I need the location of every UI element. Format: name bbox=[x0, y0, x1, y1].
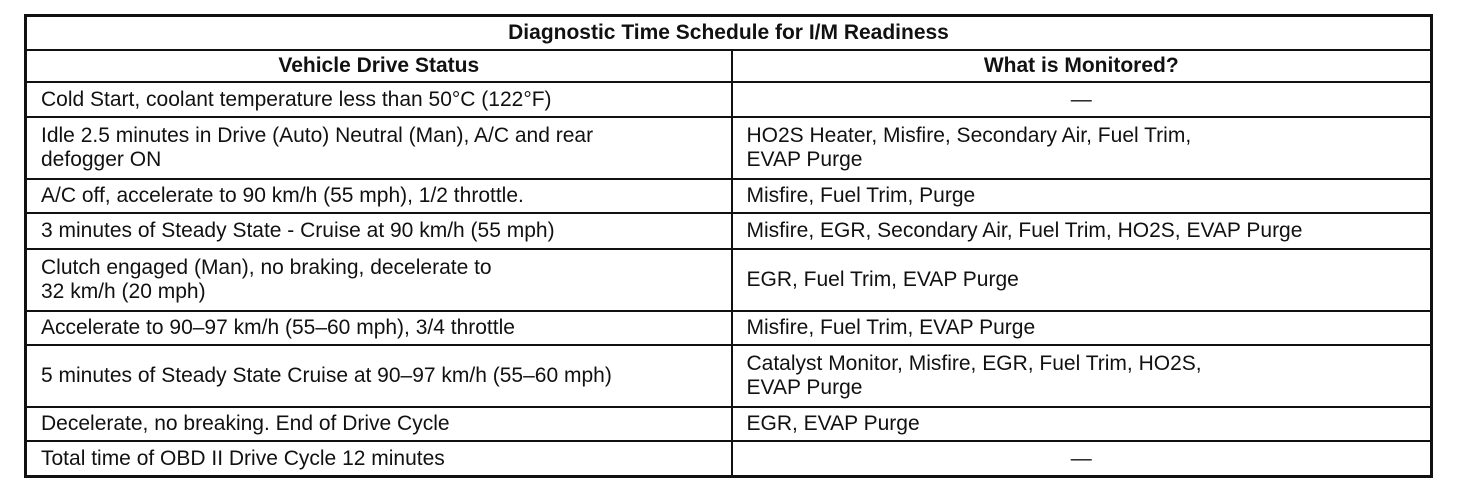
monitored-text: EGR, Fuel Trim, EVAP Purge bbox=[746, 268, 1019, 291]
monitored-cell bbox=[732, 82, 1432, 117]
monitored-cell bbox=[732, 213, 1432, 249]
drive-status-cell bbox=[26, 213, 732, 249]
table-row bbox=[26, 407, 1432, 441]
table-title-row bbox=[26, 16, 1432, 51]
table-row bbox=[26, 249, 1432, 311]
monitored-text: Misfire, Fuel Trim, Purge bbox=[746, 184, 976, 207]
monitored-cell bbox=[732, 311, 1432, 345]
monitored-cell bbox=[732, 249, 1432, 311]
monitored-cell bbox=[732, 345, 1432, 407]
monitored-cell bbox=[732, 441, 1432, 477]
table-row bbox=[26, 213, 1432, 249]
monitored-cell bbox=[732, 407, 1432, 441]
drive-status-cell bbox=[26, 407, 732, 441]
monitored-text: Catalyst Monitor, Misfire, EGR, Fuel Trim, HO2S, EVAP Purge bbox=[746, 352, 1202, 399]
monitored-text: Misfire, Fuel Trim, EVAP Purge bbox=[746, 316, 1036, 339]
drive-status-text: Decelerate, no breaking. End of Drive Cycle bbox=[41, 412, 450, 435]
drive-status-cell bbox=[26, 249, 732, 311]
monitored-text: — bbox=[1070, 87, 1092, 111]
drive-status-cell bbox=[26, 117, 732, 179]
monitored-text: Misfire, EGR, Secondary Air, Fuel Trim, HO2S, EVAP Purge bbox=[746, 219, 1303, 242]
drive-status-cell bbox=[26, 441, 732, 477]
drive-status-text: Total time of OBD II Drive Cycle 12 minutes bbox=[41, 446, 445, 470]
monitored-cell bbox=[732, 117, 1432, 179]
table-row bbox=[26, 82, 1432, 117]
monitored-text: — bbox=[1070, 446, 1092, 470]
table-row bbox=[26, 441, 1432, 477]
drive-status-text: Accelerate to 90–97 km/h (55–60 mph), 3/4 throttle bbox=[41, 316, 515, 339]
column-header-what-is-monitored: What is Monitored? bbox=[732, 50, 1432, 82]
drive-status-cell bbox=[26, 345, 732, 407]
monitored-text: EGR, EVAP Purge bbox=[746, 412, 920, 435]
readiness-table bbox=[24, 14, 1433, 478]
drive-status-text: Idle 2.5 minutes in Drive (Auto) Neutral (Man), A/C and rear defogger ON bbox=[41, 124, 594, 171]
drive-status-text: 3 minutes of Steady State - Cruise at 90 km/h (55 mph) bbox=[41, 219, 555, 242]
table-row bbox=[26, 117, 1432, 179]
table-row bbox=[26, 345, 1432, 407]
drive-status-cell bbox=[26, 82, 732, 117]
drive-status-text: 5 minutes of Steady State Cruise at 90–97 km/h (55–60 mph) bbox=[41, 364, 612, 387]
drive-status-cell bbox=[26, 311, 732, 345]
monitored-cell bbox=[732, 179, 1432, 213]
table-row bbox=[26, 311, 1432, 345]
monitored-text: HO2S Heater, Misfire, Secondary Air, Fuel Trim, EVAP Purge bbox=[746, 124, 1192, 171]
table-row bbox=[26, 179, 1432, 213]
drive-status-text: Clutch engaged (Man), no braking, decelerate to 32 km/h (20 mph) bbox=[41, 256, 492, 303]
readiness-table-container bbox=[24, 14, 1430, 478]
table-header-row bbox=[26, 50, 1432, 82]
drive-status-text: Cold Start, coolant temperature less than 50°C (122°F) bbox=[41, 87, 552, 111]
drive-status-text: A/C off, accelerate to 90 km/h (55 mph), 1/2 throttle. bbox=[41, 184, 524, 207]
column-header-vehicle-drive-status: Vehicle Drive Status bbox=[26, 50, 732, 82]
drive-status-cell bbox=[26, 179, 732, 213]
table-title: Diagnostic Time Schedule for I/M Readiness bbox=[26, 16, 1432, 51]
